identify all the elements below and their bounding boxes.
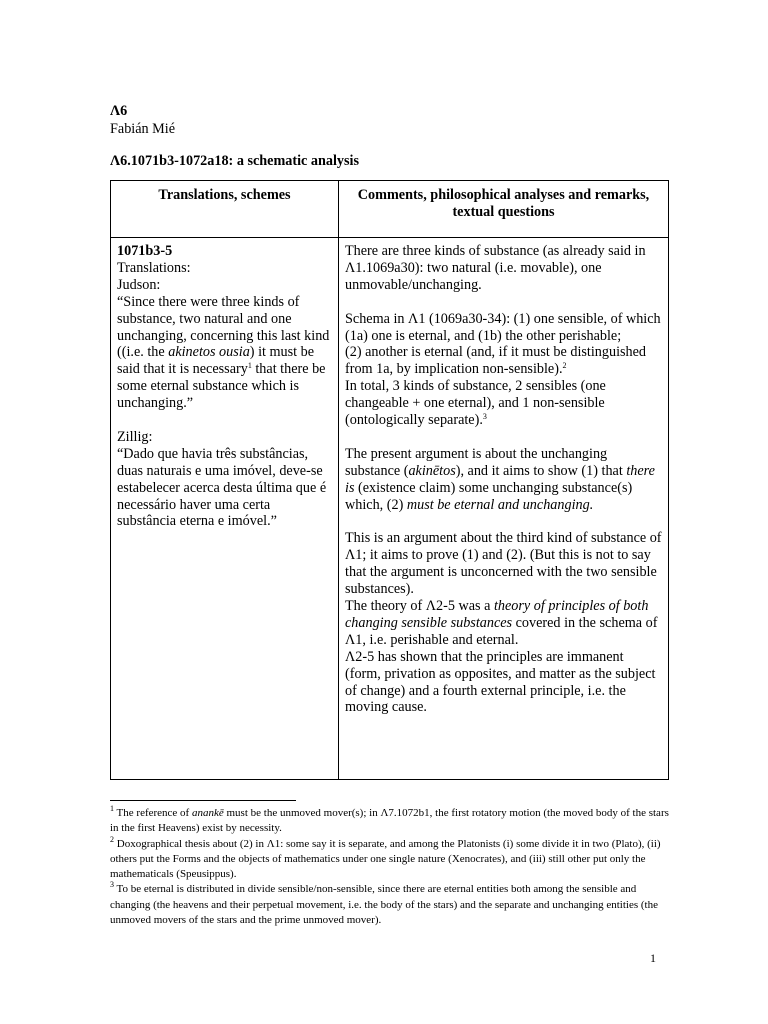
- comment-paragraph: Λ2-5 has shown that the principles are immanent (form, privation as opposites, and matter as the subject of change) and a fourth external principle, i.e. the moving cause.: [345, 648, 656, 716]
- footnotes: [110, 800, 670, 928]
- passage-reference: 1071b3-5: [117, 243, 173, 259]
- footnote-divider: [110, 800, 296, 801]
- comment-paragraph: This is an argument about the third kind of substance of Λ1; it aims to prove (1) and (2). (But this is not to say that the argument is unconcerned with the two sensible substances).: [345, 530, 662, 598]
- table-row: [111, 238, 669, 780]
- footnote-3: $^3$ To be eternal is distributed in divide sensible/non-sensible, since there are eternal entities both among the sensible and changing (the heavens and their perpetual movement, i.e. the body of the stars) and the separate and unchanging entities (the unmoved movers of the stars and the prime unmoved mover).: [110, 880, 658, 927]
- zillig-label: Zillig:: [117, 428, 153, 445]
- footnote-ref-2: 2: [562, 361, 567, 371]
- footnote-ref-1: 1: [247, 361, 252, 371]
- col1-header: Translations, schemes: [111, 181, 339, 238]
- analysis-table: [110, 180, 669, 780]
- comment-paragraph: The present argument is about the unchanging substance (akinētos), and it aims to show (1) that there is (existence claim) some unchanging substance(s) which, (2) must be eternal and unchanging.: [345, 445, 655, 513]
- comment-paragraph: Schema in Λ1 (1069a30-34): (1) one sensible, of which (1a) one is eternal, and (1b) the other perishable;: [345, 310, 661, 344]
- comment-paragraph: There are three kinds of substance (as already said in Λ1.1069a30): two natural (i.e. movable), one unmovable/unchanging.: [345, 243, 646, 293]
- translations-cell: [111, 238, 339, 780]
- section-title: Λ6.1071b3-1072a18: a schematic analysis: [110, 153, 359, 169]
- comment-paragraph: (2) another is eternal (and, if it must be distinguished from 1a, by implication non-sensible).$^2$: [345, 344, 647, 378]
- comment-paragraph: In total, 3 kinds of substance, 2 sensibles (one changeable + one eternal), and 1 non-sensible (ontologically separate).$^3$: [345, 378, 606, 429]
- judson-quote: “Since there were three kinds of substance, two natural and one unchanging, concerning this last kind ((i.e. the akinetos ousia) it must be said that it is necessary$^1$ that there be some eternal substance which is unchanging.”: [117, 293, 330, 412]
- page-number: 1: [650, 951, 656, 965]
- translations-label: Translations:: [117, 259, 191, 276]
- comment-paragraph: The theory of Λ2-5 was a theory of principles of both changing sensible substances covered in the schema of Λ1, i.e. perishable and eternal.: [345, 597, 658, 648]
- footnote-ref-3: 3: [482, 412, 487, 422]
- doc-author: Fabián Mié: [110, 121, 176, 137]
- col2-header: Comments, philosophical analyses and remarks, textual questions: [339, 181, 669, 238]
- footnote-2: $^2$ Doxographical thesis about (2) in Λ1: some say it is separate, and among the Platonists (i) some divide it in two (Plato), (ii) others put the Forms and the objects of mathematics under one single nature (Xenocrates), and (iii) still other put only the mathematicals (Speusippus).: [110, 834, 661, 881]
- comments-cell: [339, 238, 669, 780]
- footnote-1: $^1$ The reference of anankē must be the unmoved mover(s); in Λ7.1072b1, the first rotatory motion (the moved body of the stars in the first Heavens) exist by necessity.: [110, 804, 669, 835]
- judson-label: Judson:: [117, 276, 161, 293]
- zillig-quote: “Dado que havia três substâncias, duas naturais e uma imóvel, deve-se estabelecer acerca desta última que é necessário haver uma certa substância eterna e imóvel.”: [117, 445, 327, 530]
- doc-title: Λ6: [110, 103, 128, 119]
- table-header-row: [111, 181, 669, 238]
